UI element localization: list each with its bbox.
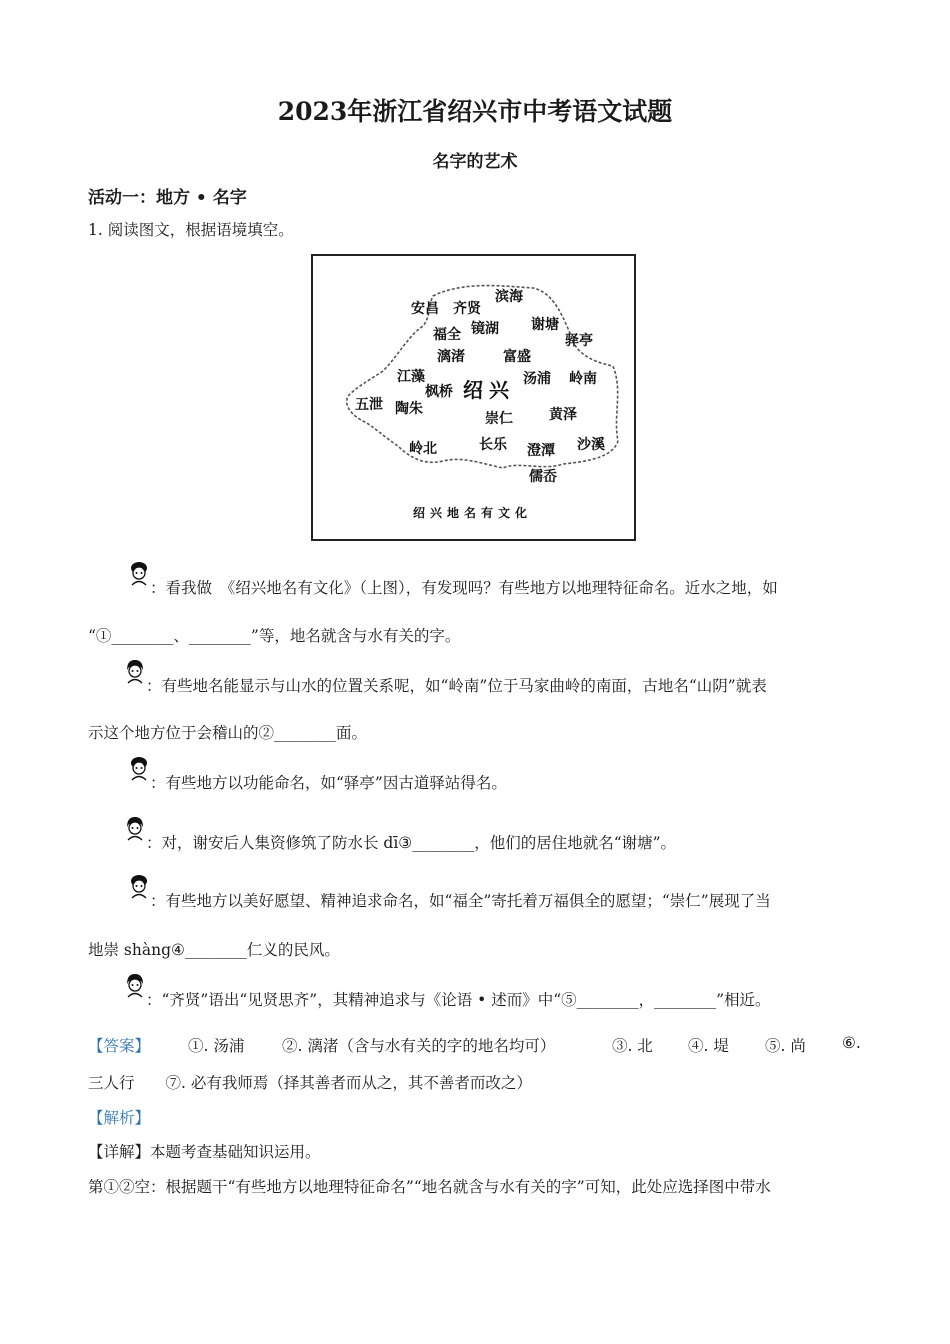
map-label: 镜湖 — [471, 321, 499, 337]
boy-avatar-icon — [128, 873, 150, 899]
answer-line: 三人行 ⑦. 必有我师焉（择其善者而从之，其不善者而改之） — [88, 1074, 532, 1092]
question-prompt: 1. 阅读图文，根据语境填空。 — [88, 221, 294, 239]
boy-avatar-icon — [128, 755, 150, 781]
activity-heading: 活动一：地方 • 名字 — [88, 188, 247, 208]
dialogue-line: ：有些地名能显示与山水的位置关系呢，如“岭南”位于马家曲岭的南面，古地名“山阴”就表 — [146, 677, 767, 695]
map-label: 汤浦 — [523, 371, 551, 387]
map-label: 滨海 — [495, 289, 523, 305]
section-title: 名字的艺术 — [432, 152, 518, 172]
shaoxing-map-figure — [311, 254, 636, 541]
boy-avatar-icon — [128, 560, 150, 586]
girl-avatar-icon — [124, 815, 146, 841]
dialogue-line: ：有些地方以美好愿望、精神追求命名，如“福全”寄托着万福俱全的愿望；“崇仁”展现了当 — [150, 892, 771, 910]
dialogue-line: 示这个地方位于会稽山的②________面。 — [88, 724, 368, 742]
map-label: 儒岙 — [529, 469, 557, 485]
map-center-label: 绍兴 — [463, 378, 515, 402]
map-caption: 绍兴地名有文化 — [413, 506, 533, 520]
page-title: 2023年浙江省绍兴市中考语文试题 — [277, 97, 673, 126]
map-label: 富盛 — [503, 349, 531, 365]
answer-label: 【答案】 — [88, 1037, 151, 1055]
map-label: 驿亭 — [565, 333, 593, 349]
map-label: 五泄 — [355, 397, 383, 413]
map-label: 岭南 — [569, 371, 597, 387]
dialogue-line: 地崇 shàng④________仁义的民风。 — [88, 941, 340, 959]
analysis-label: 【解析】 — [88, 1109, 151, 1127]
answer-item: ①. 汤浦 — [188, 1037, 245, 1055]
map-label: 澄潭 — [527, 443, 555, 459]
map-label: 漓渚 — [437, 349, 465, 365]
dialogue-line: ：有些地方以功能命名，如“驿亭”因古道驿站得名。 — [150, 774, 507, 792]
map-label: 安昌 — [411, 301, 439, 317]
map-label: 枫桥 — [425, 384, 453, 400]
map-label: 江藻 — [397, 369, 425, 385]
answer-item: ⑤. 尚 — [765, 1037, 806, 1055]
answer-item: ②. 漓渚（含与水有关的字的地名均可） — [282, 1037, 556, 1055]
map-label: 黄泽 — [549, 407, 577, 423]
map-label: 沙溪 — [577, 437, 605, 453]
dialogue-line: “①________、________”等，地名就含与水有关的字。 — [88, 627, 461, 645]
dialogue-line: ：对，谢安后人集资修筑了防水长 dī③________，他们的居住地就名“谢塘”。 — [146, 834, 677, 852]
answer-item: ⑥. — [842, 1034, 861, 1052]
analysis-line: 第①②空：根据题干“有些地方以地理特征命名”“地名就含与水有关的字”可知，此处应选择图中带水 — [88, 1178, 771, 1196]
map-label: 福全 — [433, 327, 461, 343]
girl-avatar-icon — [124, 972, 146, 998]
girl-avatar-icon — [124, 658, 146, 684]
answer-item: ③. 北 — [612, 1037, 653, 1055]
dialogue-line: ：“齐贤”语出“见贤思齐”，其精神追求与《论语 • 述而》中“⑤________，________”相近。 — [146, 991, 771, 1009]
dialogue-line: ：看我做 《绍兴地名有文化》（上图），有发现吗？有些地方以地理特征命名。近水之地，如 — [150, 579, 778, 597]
map-label: 长乐 — [479, 437, 507, 453]
map-label: 齐贤 — [453, 301, 481, 317]
map-label: 岭北 — [409, 441, 437, 457]
analysis-detail: 【详解】本题考查基础知识运用。 — [88, 1143, 321, 1161]
answer-item: ④. 堤 — [688, 1037, 729, 1055]
map-label: 谢塘 — [531, 317, 559, 333]
map-label: 崇仁 — [485, 411, 513, 427]
map-label: 陶朱 — [395, 401, 423, 417]
